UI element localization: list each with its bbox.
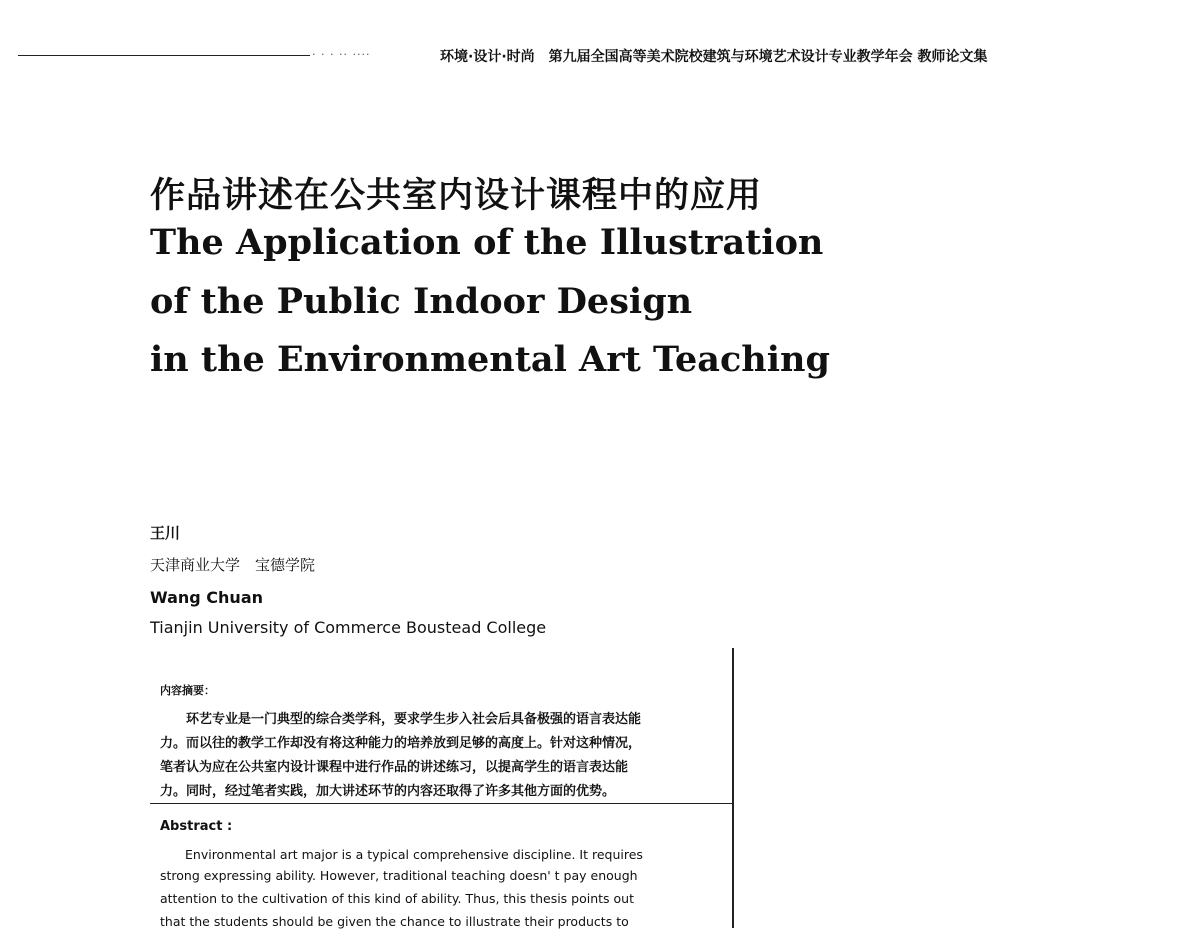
- author-name-cn: 王川: [150, 524, 181, 542]
- title-english-line: The Application of the Illustration: [150, 222, 824, 263]
- abstract-en-line: Environmental art major is a typical comprehensive discipline. It requires: [160, 847, 643, 862]
- abstract-cn-line: 力。而以往的教学工作却没有将这种能力的培养放到足够的高度上。针对这种情况，: [160, 736, 642, 751]
- author-name-en: Wang Chuan: [150, 588, 263, 607]
- abstract-box-right-border: [732, 648, 734, 928]
- title-chinese: 作品讲述在公共室内设计课程中的应用: [150, 175, 763, 216]
- abstract-cn-label: 内容摘要：: [160, 684, 215, 697]
- header-dots: · · · ·· ····: [312, 48, 371, 61]
- abstract-en-label: Abstract :: [160, 819, 233, 834]
- title-english-line: of the Public Indoor Design: [150, 281, 693, 322]
- abstract-cn-line: 环艺专业是一门典型的综合类学科，要求学生步入社会后具备极强的语言表达能: [160, 712, 642, 727]
- abstract-cn-line: 力。同时，经过笔者实践，加大讲述环节的内容还取得了许多其他方面的优势。: [160, 784, 616, 799]
- abstract-en-line: that the students should be given the chance to illustrate their products to: [160, 914, 629, 929]
- header-rule: [18, 55, 310, 56]
- abstract-en-line: attention to the cultivation of this kind of ability. Thus, this thesis points out: [160, 891, 635, 906]
- author-affiliation-en: Tianjin University of Commerce Boustead College: [150, 618, 547, 637]
- abstract-divider: [150, 803, 734, 804]
- abstract-en-line: strong expressing ability. However, traditional teaching doesn' t pay enough: [160, 868, 638, 883]
- running-header: 环境·设计·时尚 第九届全国高等美术院校建筑与环境艺术设计专业教学年会 教师论文集: [440, 49, 988, 65]
- author-affiliation-cn: 天津商业大学 宝德学院: [150, 556, 316, 574]
- title-english-line: in the Environmental Art Teaching: [150, 339, 830, 380]
- abstract-cn-line: 笔者认为应在公共室内设计课程中进行作品的讲述练习，以提高学生的语言表达能: [160, 760, 629, 775]
